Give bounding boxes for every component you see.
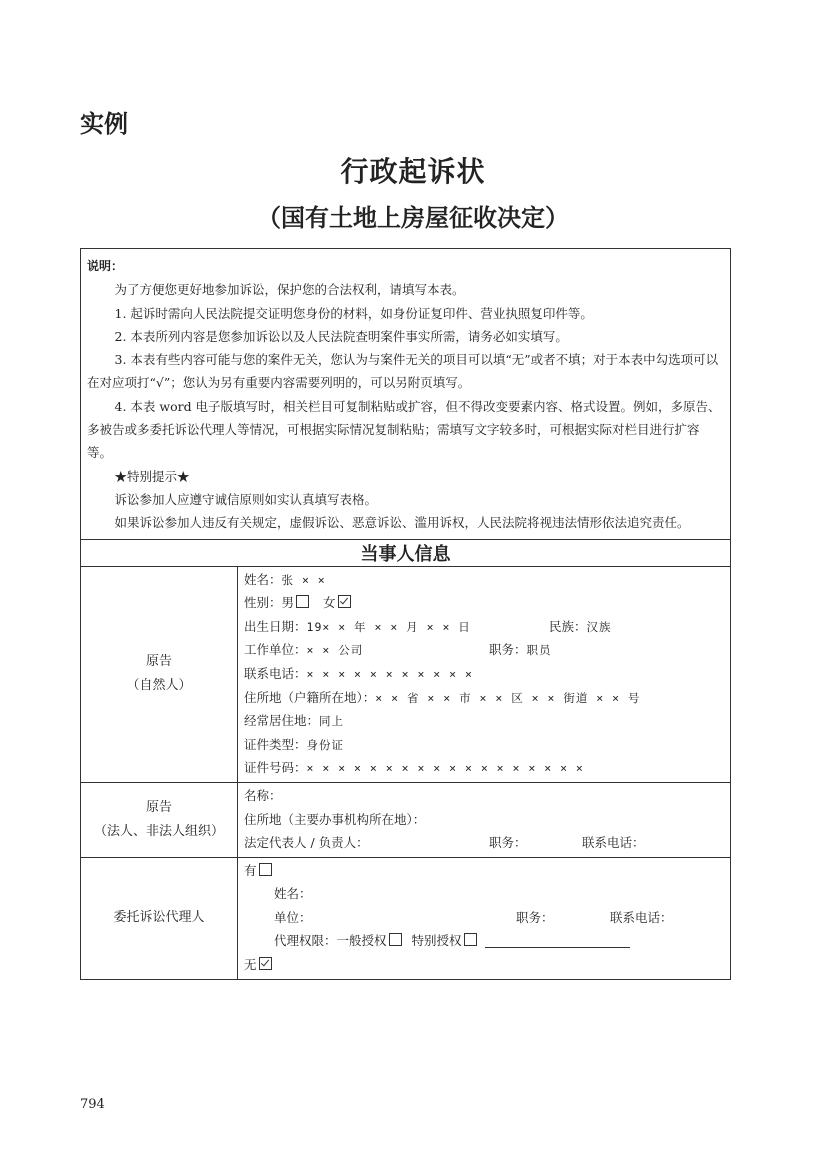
id-type-field[interactable] <box>244 733 724 757</box>
agent-has-checkbox[interactable] <box>259 863 272 876</box>
gender-male-checkbox[interactable] <box>296 595 309 608</box>
field-label: 证件号码： <box>244 760 307 776</box>
agent-has-option <box>244 859 724 883</box>
org-address-field[interactable] <box>244 808 724 832</box>
field-label: 住所地（户籍所在地）： <box>244 689 376 705</box>
document-title: 行政起诉状 <box>340 155 486 188</box>
instruction-paragraph: 为了方便您更好地参加诉讼，保护您的合法权利，请填写本表。 <box>114 282 465 298</box>
complaint-form-table <box>80 248 731 980</box>
field-label: 职务： <box>489 835 527 851</box>
special-authority-checkbox[interactable] <box>464 933 477 946</box>
instruction-paragraph: 2. 本表所列内容是您参加诉讼以及人民法院查明案件事实所需，请务必如实填写。 <box>114 328 568 344</box>
plaintiff-person-fields <box>238 567 730 782</box>
plaintiff-person-row <box>81 566 731 782</box>
gender-female-checkbox[interactable] <box>338 595 351 608</box>
birth-ethnic-field[interactable] <box>244 615 724 639</box>
field-label: 住所地（主要办事机构所在地）： <box>244 811 426 827</box>
instructions-label: 说明： <box>87 259 124 273</box>
agent-none-checkbox[interactable] <box>259 957 272 970</box>
agent-fields <box>238 858 730 979</box>
field-value: × × 省 × × 市 × × 区 × × 街道 × × 号 <box>375 690 641 705</box>
field-value: 汉族 <box>586 619 612 634</box>
field-label: 证件类型： <box>244 736 307 752</box>
org-name-field[interactable] <box>244 784 724 808</box>
instruction-paragraph: 如果诉讼参加人违反有关规定，虚假诉讼、恶意诉讼、滥用诉权，人民法院将视违法情形依法追究责任。 <box>114 515 690 531</box>
field-label: 职务： <box>516 909 554 925</box>
field-value: × × 公司 <box>306 643 364 658</box>
field-label: 职务： <box>489 642 527 658</box>
party-label-line: （法人、非法人组织） <box>93 823 224 839</box>
field-label: 名称： <box>244 787 282 803</box>
org-rep-field[interactable] <box>244 831 724 855</box>
field-label: 民族： <box>549 618 587 634</box>
field-label: 工作单位： <box>244 642 307 658</box>
field-label: 姓名： <box>274 886 312 902</box>
work-field[interactable] <box>244 638 724 662</box>
gender-field <box>244 591 724 615</box>
plaintiff-org-fields <box>238 783 730 857</box>
field-value: × × × × × × × × × × × <box>306 666 473 681</box>
document-subtitle: （国有土地上房屋征收决定） <box>257 204 569 232</box>
field-value: × × × × × × × × × × × × × × × × × × <box>306 761 584 776</box>
gender-male-label: 男 <box>281 595 295 611</box>
option-label: 无 <box>244 957 257 973</box>
option-label: 有 <box>244 862 257 878</box>
field-value: 同上 <box>319 714 345 729</box>
special-authority-label: 特别授权 <box>411 933 462 949</box>
instruction-paragraph: 4. 本表 word 电子版填写时，相关栏目可复制粘贴或扩容，但不得改变要素内容、格式设置。例如，多原告、多被告或多委托诉讼代理人等情况，可根据实际情况复制粘贴；需填写文字较多时，可根据实际对栏目进行扩容等。 <box>87 398 721 461</box>
example-heading: 实例 <box>80 110 128 138</box>
instructions-block <box>81 249 730 539</box>
agent-authority-field <box>244 929 724 953</box>
field-value: 身份证 <box>306 737 345 752</box>
name-field[interactable] <box>244 568 724 592</box>
field-label: 代理权限： <box>274 933 337 949</box>
party-label-line: （自然人） <box>126 678 192 694</box>
agent-none-option <box>244 953 724 977</box>
general-authority-label: 一般授权 <box>336 933 387 949</box>
page-number: 794 <box>80 1097 105 1112</box>
general-authority-checkbox[interactable] <box>389 933 402 946</box>
field-label: 法定代表人 / 负责人： <box>244 835 369 851</box>
field-label: 联系电话： <box>244 665 307 681</box>
agent-unit-field[interactable] <box>244 906 724 930</box>
field-label: 出生日期： <box>244 618 307 634</box>
address-field[interactable] <box>244 686 724 710</box>
instruction-paragraph: 诉讼参加人应遵守诚信原则如实认真填写表格。 <box>114 491 378 507</box>
id-number-field[interactable] <box>244 756 724 780</box>
field-value: 张 × × <box>281 572 326 587</box>
field-label: 单位： <box>274 909 312 925</box>
special-notice-title: ★特别提示★ <box>114 468 190 484</box>
notes-row <box>81 249 731 540</box>
field-label: 经常居住地： <box>244 713 320 729</box>
plaintiff-person-label <box>81 566 238 782</box>
plaintiff-org-label <box>81 782 238 857</box>
field-label: 性别： <box>244 595 282 611</box>
agent-name-field[interactable] <box>244 882 724 906</box>
agent-row <box>81 857 731 979</box>
party-label-line: 原告 <box>145 799 172 815</box>
residence-field[interactable] <box>244 709 724 733</box>
field-label: 姓名： <box>244 571 282 587</box>
phone-field[interactable] <box>244 662 724 686</box>
plaintiff-org-row <box>81 782 731 857</box>
field-label: 联系电话： <box>610 909 673 925</box>
party-info-section-title: 当事人信息 <box>81 539 731 566</box>
field-value: 职员 <box>526 643 552 658</box>
special-authority-blank[interactable] <box>485 934 630 948</box>
section-header-row <box>81 539 731 566</box>
field-value: 19× × 年 × × 月 × × 日 <box>306 619 471 634</box>
instruction-paragraph: 3. 本表有些内容可能与您的案件无关，您认为与案件无关的项目可以填“无”或者不填；对于本表中勾选项可以在对应项打“√”；您认为另有重要内容需要列明的，可以另附页填写。 <box>87 352 719 391</box>
agent-label: 委托诉讼代理人 <box>81 857 238 979</box>
field-label: 联系电话： <box>582 835 645 851</box>
gender-female-label: 女 <box>323 595 336 611</box>
party-label-line: 原告 <box>145 654 172 670</box>
instruction-paragraph: 1. 起诉时需向人民法院提交证明您身份的材料，如身份证复印件、营业执照复印件等。 <box>114 305 593 321</box>
